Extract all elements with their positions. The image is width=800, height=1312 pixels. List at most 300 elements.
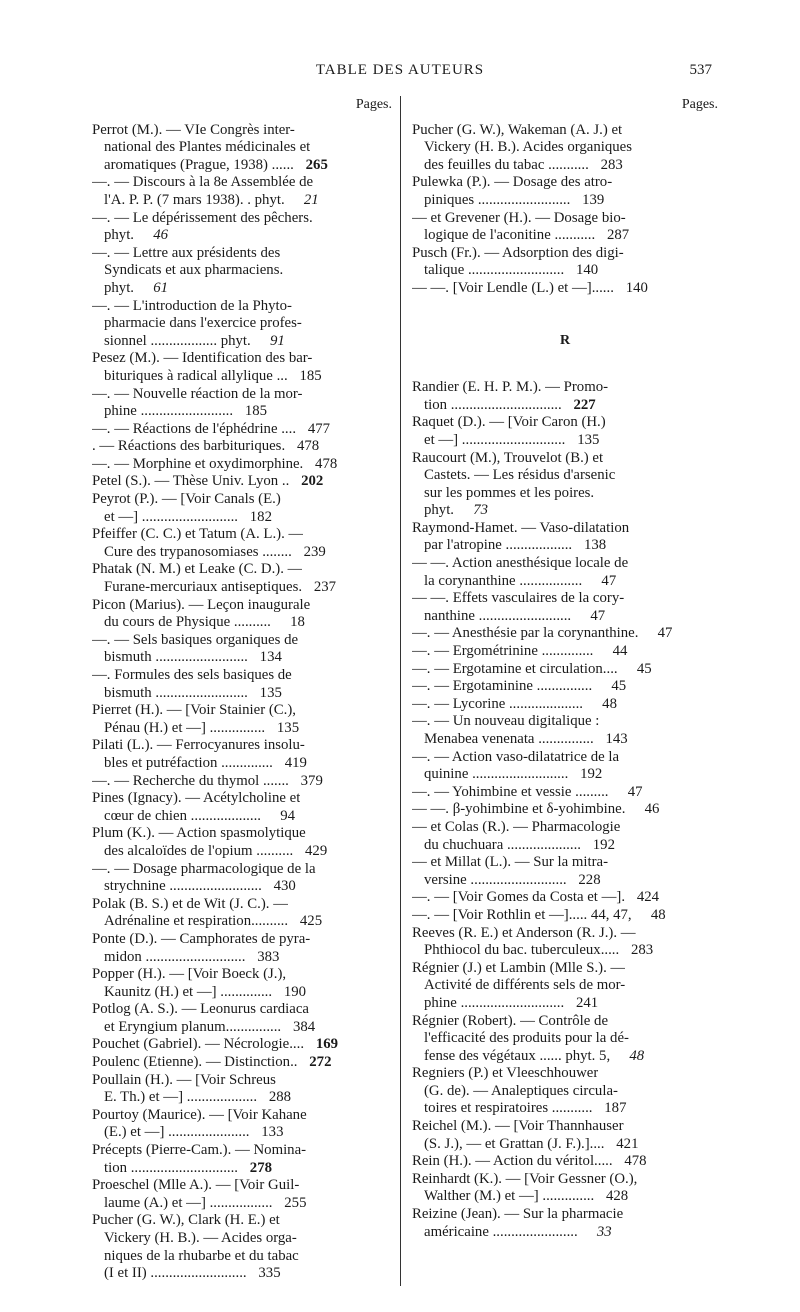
entry-text: —. — L'introduction de la Phyto-	[92, 297, 292, 314]
entry-text: bismuth .........................	[104, 684, 248, 701]
page-reference: 135	[259, 684, 282, 701]
page-reference: 21	[303, 191, 319, 208]
page-reference: 192	[592, 836, 615, 853]
entry-line	[412, 960, 718, 978]
entry-text: phyt.	[424, 502, 455, 519]
entry-line	[92, 298, 392, 316]
page-reference: 477	[307, 420, 331, 437]
page-reference: 48	[650, 906, 666, 923]
page-reference: 91	[269, 332, 285, 349]
entry-text: tion .............................	[104, 1159, 238, 1176]
index-entry	[92, 773, 392, 791]
entry-text: Poulenc (Etienne). — Distinction..	[92, 1054, 298, 1071]
index-entry	[412, 450, 718, 520]
index-entry	[92, 1177, 392, 1212]
entry-text: —. — Lycorine ....................	[412, 695, 583, 712]
page-reference: 478	[296, 438, 320, 455]
page-reference: 133	[261, 1124, 284, 1141]
entry-text: niques de la rhubarbe et du tabac	[104, 1247, 299, 1264]
entry-line	[92, 509, 392, 527]
page-reference: 169	[315, 1036, 339, 1053]
right-p-entries	[412, 122, 718, 298]
index-entry	[412, 174, 718, 209]
index-entry	[92, 825, 392, 860]
entry-text: pharmacie dans l'exercice profes-	[104, 315, 302, 332]
entry-text: tion ..............................	[424, 396, 562, 413]
index-entry	[92, 931, 392, 966]
index-entry	[412, 801, 718, 819]
entry-text: Pulewka (P.). — Dosage des atro-	[412, 174, 613, 191]
entry-text: toires et respiratoires ...........	[424, 1100, 593, 1117]
entry-line	[412, 854, 718, 872]
entry-text: —. — Un nouveau digitalique :	[412, 713, 600, 730]
entry-line	[92, 1036, 392, 1054]
entry-text: Kaunitz (H.) et —] ..............	[104, 983, 273, 1000]
entry-text: Popper (H.). — [Voir Boeck (J.),	[92, 966, 287, 983]
entry-text: Syndicats et aux pharmaciens.	[104, 262, 284, 279]
index-entry	[412, 379, 718, 414]
entry-line	[412, 1083, 718, 1101]
entry-line	[412, 1188, 718, 1206]
index-entry	[92, 245, 392, 298]
entry-line	[412, 942, 718, 960]
index-entry	[92, 1036, 392, 1054]
entry-line	[92, 579, 392, 597]
page-reference: 140	[625, 279, 648, 296]
entry-line	[92, 386, 392, 404]
entry-text: — —. β-yohimbine et δ-yohimbine.	[412, 801, 626, 818]
entry-text: —. — Ergotaminine ...............	[412, 678, 593, 695]
entry-line	[412, 872, 718, 890]
entry-line	[412, 262, 718, 280]
entry-line	[92, 614, 392, 632]
entry-line	[92, 350, 392, 368]
page-reference: 383	[257, 948, 280, 965]
page-reference: 46	[644, 801, 660, 818]
entry-text: Picon (Marius). — Leçon inaugurale	[92, 596, 311, 613]
page-reference: 425	[299, 913, 323, 930]
entry-line	[412, 696, 718, 714]
entry-text: —. Formules des sels basiques de	[92, 667, 292, 683]
entry-text: et Eryngium planum...............	[104, 1018, 282, 1035]
entry-text: l'A. P. P. (7 mars 1938). . phyt.	[104, 191, 285, 208]
entry-text: Précepts (Pierre-Cam.). — Nomina-	[92, 1142, 307, 1159]
page-reference: 287	[606, 227, 630, 244]
page-reference: 45	[636, 660, 652, 677]
entry-line	[412, 537, 718, 555]
page-reference: 478	[315, 455, 338, 472]
index-entry	[92, 861, 392, 896]
entry-line	[92, 1212, 392, 1230]
entry-text: Pines (Ignacy). — Acétylcholine et	[92, 790, 301, 807]
entry-text: sur les pommes et les poires.	[424, 484, 595, 501]
entry-line	[412, 590, 718, 608]
entry-text: bituriques à radical allylique ...	[104, 367, 288, 384]
page-reference: 192	[580, 766, 603, 783]
index-entry	[92, 526, 392, 561]
page-reference: 47	[657, 625, 673, 642]
entry-line	[92, 245, 392, 263]
entry-line	[92, 1195, 392, 1213]
entry-line	[92, 157, 392, 175]
entry-line	[412, 485, 718, 503]
page-reference: 143	[605, 731, 628, 747]
entry-line	[92, 526, 392, 544]
entry-text: — —. Action anesthésique locale de	[412, 555, 629, 572]
entry-line	[412, 174, 718, 192]
entry-line	[412, 157, 718, 175]
entry-text: Reichel (M.). — [Voir Thannhauser	[412, 1118, 624, 1135]
entry-line	[92, 333, 392, 351]
entry-line	[412, 192, 718, 210]
entry-text: Reeves (R. E.) et Anderson (R. J.). —	[412, 924, 636, 941]
entry-line	[92, 1072, 392, 1090]
entry-line	[412, 713, 718, 731]
entry-line	[412, 907, 718, 925]
index-entry	[92, 702, 392, 737]
section-letter-r: R	[559, 332, 571, 348]
entry-line	[92, 192, 392, 210]
page-reference: 185	[244, 403, 268, 420]
page-reference: 182	[249, 508, 272, 525]
entry-line	[412, 625, 718, 643]
entry-line	[92, 896, 392, 914]
entry-line	[92, 649, 392, 667]
page-reference: 228	[578, 871, 601, 888]
entry-line	[92, 1089, 392, 1107]
index-entry	[412, 749, 718, 784]
entry-text: — et Colas (R.). — Pharmacologie	[412, 818, 621, 835]
entry-text: Raquet (D.). — [Voir Caron (H.)	[412, 414, 606, 431]
page-reference: 424	[636, 889, 660, 906]
entry-text: Rein (H.). — Action du véritol.....	[412, 1153, 613, 1170]
entry-line	[92, 737, 392, 755]
page-reference: 283	[631, 942, 654, 959]
entry-line	[92, 1054, 392, 1072]
entry-text: E. Th.) et —] ...................	[104, 1089, 258, 1106]
entry-line	[92, 773, 392, 791]
entry-line	[92, 1107, 392, 1125]
entry-text: bismuth .........................	[104, 649, 248, 666]
index-entry	[92, 1001, 392, 1036]
entry-line	[92, 1177, 392, 1195]
entry-text: Potlog (A. S.). — Leonurus cardiaca	[92, 1001, 309, 1018]
entry-line	[92, 280, 392, 298]
entry-line	[412, 555, 718, 573]
entry-line	[412, 837, 718, 855]
entry-line	[412, 661, 718, 679]
index-entry	[92, 1054, 392, 1072]
entry-line	[412, 227, 718, 245]
entry-line	[92, 421, 392, 439]
page-reference: 241	[575, 994, 599, 1011]
entry-line	[92, 1248, 392, 1266]
entry-text: —. — Réactions de l'éphédrine ....	[92, 420, 297, 437]
entry-line	[92, 544, 392, 562]
entry-text: des feuilles du tabac ...........	[424, 156, 589, 173]
entry-text: Poullain (H.). — [Voir Schreus	[92, 1071, 276, 1088]
entry-text: Pusch (Fr.). — Adsorption des digi-	[412, 244, 624, 261]
entry-line	[412, 139, 718, 157]
entry-line	[92, 685, 392, 703]
index-entry	[412, 907, 718, 925]
entry-text: Ponte (D.). — Camphorates de pyra-	[92, 930, 311, 947]
page-reference: 138	[583, 537, 607, 554]
index-entry	[92, 1142, 392, 1177]
entry-line	[412, 573, 718, 591]
entry-text: strychnine .........................	[104, 878, 262, 895]
page-reference: 428	[605, 1188, 629, 1205]
entry-text: quinine ..........................	[424, 766, 569, 783]
index-entry	[92, 667, 392, 702]
page-reference: 265	[305, 156, 328, 173]
entry-line	[92, 315, 392, 333]
entry-line	[412, 414, 718, 432]
entry-text: phine ............................	[424, 994, 565, 1011]
entry-line	[92, 1230, 392, 1248]
page-reference: 94	[280, 807, 295, 824]
page-reference: 139	[582, 191, 605, 208]
entry-line	[92, 122, 392, 140]
left-entries	[92, 122, 392, 1283]
entry-line	[92, 1001, 392, 1019]
page-reference: 478	[624, 1153, 647, 1170]
entry-text: aromatiques (Prague, 1938) ......	[104, 156, 294, 173]
entry-text: Castets. — Les résidus d'arsenic	[424, 467, 616, 484]
index-entry	[92, 122, 392, 175]
entry-line	[412, 1048, 718, 1066]
entry-text: Peyrot (P.). — [Voir Canals (E.)	[92, 491, 281, 508]
page-reference: 47	[627, 783, 643, 800]
entry-text: Pénau (H.) et —] ...............	[104, 719, 266, 736]
entry-text: —. — Sels basiques organiques de	[92, 631, 299, 648]
entry-line	[92, 949, 392, 967]
entry-text: Menabea venenata ...............	[424, 731, 594, 747]
index-entry	[412, 1065, 718, 1118]
entry-text: —. — Morphine et oxydimorphine.	[92, 455, 304, 472]
pages-label-left: Pages.	[355, 97, 392, 112]
column-divider	[400, 96, 401, 1286]
entry-text: phine .........................	[104, 403, 234, 420]
entry-line	[412, 1065, 718, 1083]
entry-text: Régnier (Robert). — Contrôle de	[412, 1012, 609, 1029]
page-reference: 239	[303, 543, 326, 560]
entry-text: —. — Lettre aux présidents des	[92, 244, 281, 261]
entry-text: Reinhardt (K.). — [Voir Gessner (O.),	[412, 1170, 638, 1187]
entry-text: Activité de différents sels de mor-	[424, 977, 626, 994]
entry-line	[412, 1224, 718, 1242]
entry-line	[92, 861, 392, 879]
entry-line	[92, 210, 392, 228]
entry-line	[92, 1019, 392, 1037]
entry-text: laume (A.) et —] .................	[104, 1194, 273, 1211]
entry-line	[412, 1153, 718, 1171]
page-reference: 47	[590, 607, 606, 624]
entry-text: Randier (E. H. P. M.). — Promo-	[412, 379, 609, 396]
index-entry	[412, 1118, 718, 1153]
entry-text: Régnier (J.) et Lambin (Mlle S.). —	[412, 959, 626, 976]
page-reference: 18	[290, 614, 305, 631]
entry-line	[412, 889, 718, 907]
entry-line	[92, 720, 392, 738]
index-entry	[412, 590, 718, 625]
right-column	[412, 96, 718, 1241]
index-entry	[412, 925, 718, 960]
entry-line	[92, 403, 392, 421]
entry-line	[412, 801, 718, 819]
entry-line	[92, 597, 392, 615]
index-entry	[412, 1171, 718, 1206]
index-entry	[92, 298, 392, 351]
entry-line	[412, 450, 718, 468]
entry-line	[412, 122, 718, 140]
index-entry	[412, 643, 718, 661]
index-entry	[92, 210, 392, 245]
entry-text: l'efficacité des produits pour la dé-	[424, 1030, 629, 1047]
page-reference: 190	[283, 983, 307, 1000]
pages-label-right: Pages.	[681, 97, 718, 112]
entry-line	[92, 139, 392, 157]
page-reference: 135	[276, 719, 300, 736]
entry-line	[412, 977, 718, 995]
entry-text: Pierret (H.). — [Voir Stainier (C.),	[92, 702, 296, 719]
entry-text: la corynanthine .................	[424, 572, 583, 589]
page-reference: 429	[305, 842, 328, 859]
page-reference: 421	[616, 1135, 639, 1152]
page-reference: 134	[259, 649, 282, 666]
entry-text: (I et II) ..........................	[104, 1265, 247, 1282]
entry-text: Vickery (H. B.). Acides organiques	[424, 139, 633, 156]
entry-text: Petel (S.). — Thèse Univ. Lyon ..	[92, 473, 290, 490]
entry-text: — et Millat (L.). — Sur la mitra-	[412, 854, 609, 871]
entry-line	[92, 931, 392, 949]
entry-line	[412, 502, 718, 520]
entry-line	[412, 1100, 718, 1118]
entry-text: sionnel .................. phyt.	[104, 332, 251, 349]
page-reference: 379	[300, 772, 323, 789]
entry-line	[92, 913, 392, 931]
page-reference: 46	[153, 227, 169, 244]
entry-line	[412, 1136, 718, 1154]
index-entry	[412, 245, 718, 280]
entry-text: talique ..........................	[424, 262, 565, 279]
page-reference: 33	[596, 1223, 612, 1240]
index-entry	[412, 960, 718, 1013]
entry-line	[412, 1013, 718, 1031]
entry-line	[412, 1030, 718, 1048]
page-reference: 48	[602, 695, 617, 712]
index-entry	[92, 174, 392, 209]
entry-text: Pilati (L.). — Ferrocyanures insolu-	[92, 737, 305, 754]
entry-text: du cours de Physique ..........	[104, 614, 271, 631]
entry-text: bles et putréfaction ..............	[104, 754, 273, 771]
page-reference: 227	[573, 396, 596, 413]
entry-text: des alcaloïdes de l'opium ..........	[104, 842, 294, 859]
page-reference: 278	[249, 1159, 272, 1176]
page-reference: 61	[153, 279, 169, 296]
index-entry	[92, 421, 392, 439]
index-entry	[412, 661, 718, 679]
entry-line	[92, 878, 392, 896]
entry-text: Pfeiffer (C. C.) et Tatum (A. L.). —	[92, 526, 304, 543]
page-reference: 283	[600, 156, 623, 173]
entry-line	[412, 678, 718, 696]
entry-text: et —] ..........................	[104, 508, 238, 525]
entry-text: Pesez (M.). — Identification des bar-	[92, 350, 313, 367]
entry-text: Pucher (G. W.), Clark (H. E.) et	[92, 1212, 280, 1229]
entry-text: Pouchet (Gabriel). — Nécrologie....	[92, 1036, 305, 1053]
entry-line	[412, 210, 718, 228]
running-title: TABLE DES AUTEURS	[315, 62, 485, 78]
page-header	[0, 62, 800, 82]
entry-line	[92, 984, 392, 1002]
page-reference: 47	[601, 572, 617, 589]
entry-text: —. — [Voir Rothlin et —]..... 44, 47,	[412, 906, 632, 923]
entry-text: Regniers (P.) et Vleeschhouwer	[412, 1065, 599, 1082]
entry-line	[92, 825, 392, 843]
index-entry	[412, 696, 718, 714]
entry-line	[412, 245, 718, 263]
index-entry	[92, 790, 392, 825]
index-entry	[412, 713, 718, 748]
page-reference: 255	[284, 1194, 307, 1211]
index-entry	[92, 561, 392, 596]
page-reference: 384	[292, 1018, 316, 1035]
left-column	[92, 96, 392, 1283]
page-reference: 202	[301, 473, 324, 490]
entry-text: —. — [Voir Gomes da Costa et —].	[412, 889, 626, 906]
page-reference: 272	[309, 1054, 332, 1071]
page-reference: 44	[612, 643, 628, 660]
entry-text: Furane-mercuriaux antiseptiques.	[104, 579, 303, 596]
entry-text: (E.) et —] ......................	[104, 1124, 250, 1141]
entry-text: —. — Action vaso-dilatatrice de la	[412, 748, 620, 765]
page-reference: 187	[604, 1100, 627, 1117]
entry-text: —. — Discours à la 8e Assemblée de	[92, 174, 314, 191]
index-entry	[92, 1107, 392, 1142]
entry-line	[412, 520, 718, 538]
index-entry	[412, 854, 718, 889]
entry-text: Vickery (H. B.). — Acides orga-	[104, 1230, 297, 1246]
page-reference: 48	[629, 1047, 645, 1064]
entry-text: Phthiocol du bac. tuberculeux.....	[424, 942, 620, 959]
page-reference: 335	[258, 1265, 281, 1282]
entry-text: —. — Anesthésie par la corynanthine.	[412, 625, 639, 642]
entry-line	[92, 808, 392, 826]
page-reference: 45	[611, 678, 627, 695]
index-entry	[412, 889, 718, 907]
page-reference: 430	[273, 878, 296, 895]
entry-line	[412, 280, 718, 298]
index-entry	[92, 966, 392, 1001]
entry-line	[412, 766, 718, 784]
entry-text: Phatak (N. M.) et Leake (C. D.). —	[92, 561, 303, 578]
entry-line	[92, 755, 392, 773]
entry-text: — —. [Voir Lendle (L.) et —]......	[412, 279, 614, 296]
index-entry	[412, 210, 718, 245]
entry-text: Plum (K.). — Action spasmolytique	[92, 825, 306, 842]
index-entry	[92, 491, 392, 526]
entry-text: nanthine .........................	[424, 607, 572, 624]
entry-text: Raucourt (M.), Trouvelot (B.) et	[412, 449, 604, 466]
page-reference: 73	[473, 502, 489, 519]
index-entry	[92, 1072, 392, 1107]
entry-line	[412, 1206, 718, 1224]
index-entry	[92, 632, 392, 667]
entry-text: Reizine (Jean). — Sur la pharmacie	[412, 1206, 624, 1223]
entry-text: Polak (B. S.) et de Wit (J. C.). —	[92, 895, 289, 912]
entry-text: Raymond-Hamet. — Vaso-dilatation	[412, 519, 630, 536]
